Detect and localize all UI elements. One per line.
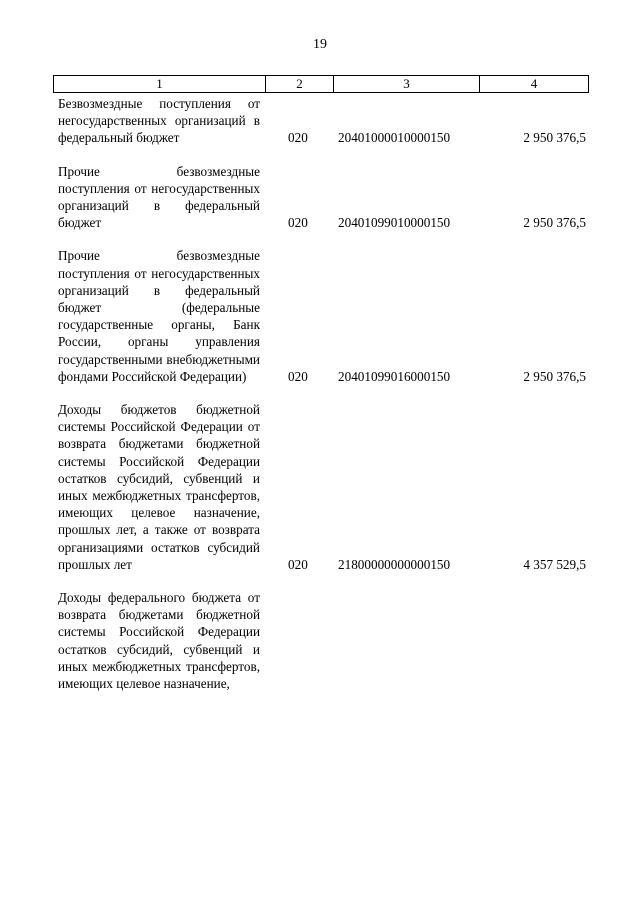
row-amount: 2 950 376,5 [523, 215, 586, 231]
table-body [0, 95, 640, 708]
header-col-2: 2 [266, 76, 334, 92]
row-description: Прочие безвозмездные поступления от негосударственных организаций в федеральный бюджет (федеральные государственные органы, Банк России, органы управления государственными внебюджетными фондами Российской Федерации) [58, 248, 260, 384]
row-admin-code: 020 [288, 368, 308, 384]
table-header [53, 75, 589, 93]
table-row [0, 401, 640, 573]
row-description: Доходы федерального бюджета от возврата бюджетами бюджетной системы Российской Федерации остатков субсидий, субвенций и иных межбюджетных трансфертов, имеющих целевое назначение, [58, 590, 260, 692]
header-col-3: 3 [334, 76, 480, 92]
row-kbk-code: 20401099010000150 [338, 215, 451, 231]
header-col-4: 4 [530, 76, 538, 91]
table-row [0, 163, 640, 232]
row-kbk-code: 21800000000000150 [338, 556, 451, 572]
page-number: 19 [313, 37, 327, 52]
header-col-1: 1 [54, 76, 266, 92]
row-admin-code: 020 [288, 215, 308, 231]
row-admin-code: 020 [288, 130, 308, 146]
table-row [0, 95, 640, 147]
table-row [0, 247, 640, 385]
row-amount: 4 357 529,5 [523, 556, 586, 572]
row-description: Доходы бюджетов бюджетной системы Российской Федерации от возврата бюджетами бюджетной системы Российской Федерации остатков субсидий, субвенций и иных межбюджетных трансфертов, имеющих целевое назначение, прошлых лет, а также от возврата организациями остатков субсидий прошлых лет [58, 402, 260, 572]
row-description: Безвозмездные поступления от негосударственных организаций в федеральный бюджет [58, 96, 260, 146]
row-kbk-code: 20401099016000150 [338, 368, 451, 384]
row-description: Прочие безвозмездные поступления от негосударственных организаций в федеральный бюджет [58, 163, 260, 231]
row-kbk-code: 20401000010000150 [338, 130, 451, 146]
row-amount: 2 950 376,5 [523, 130, 586, 146]
row-admin-code: 020 [288, 556, 308, 572]
table-row [0, 589, 640, 692]
row-amount: 2 950 376,5 [523, 368, 586, 384]
